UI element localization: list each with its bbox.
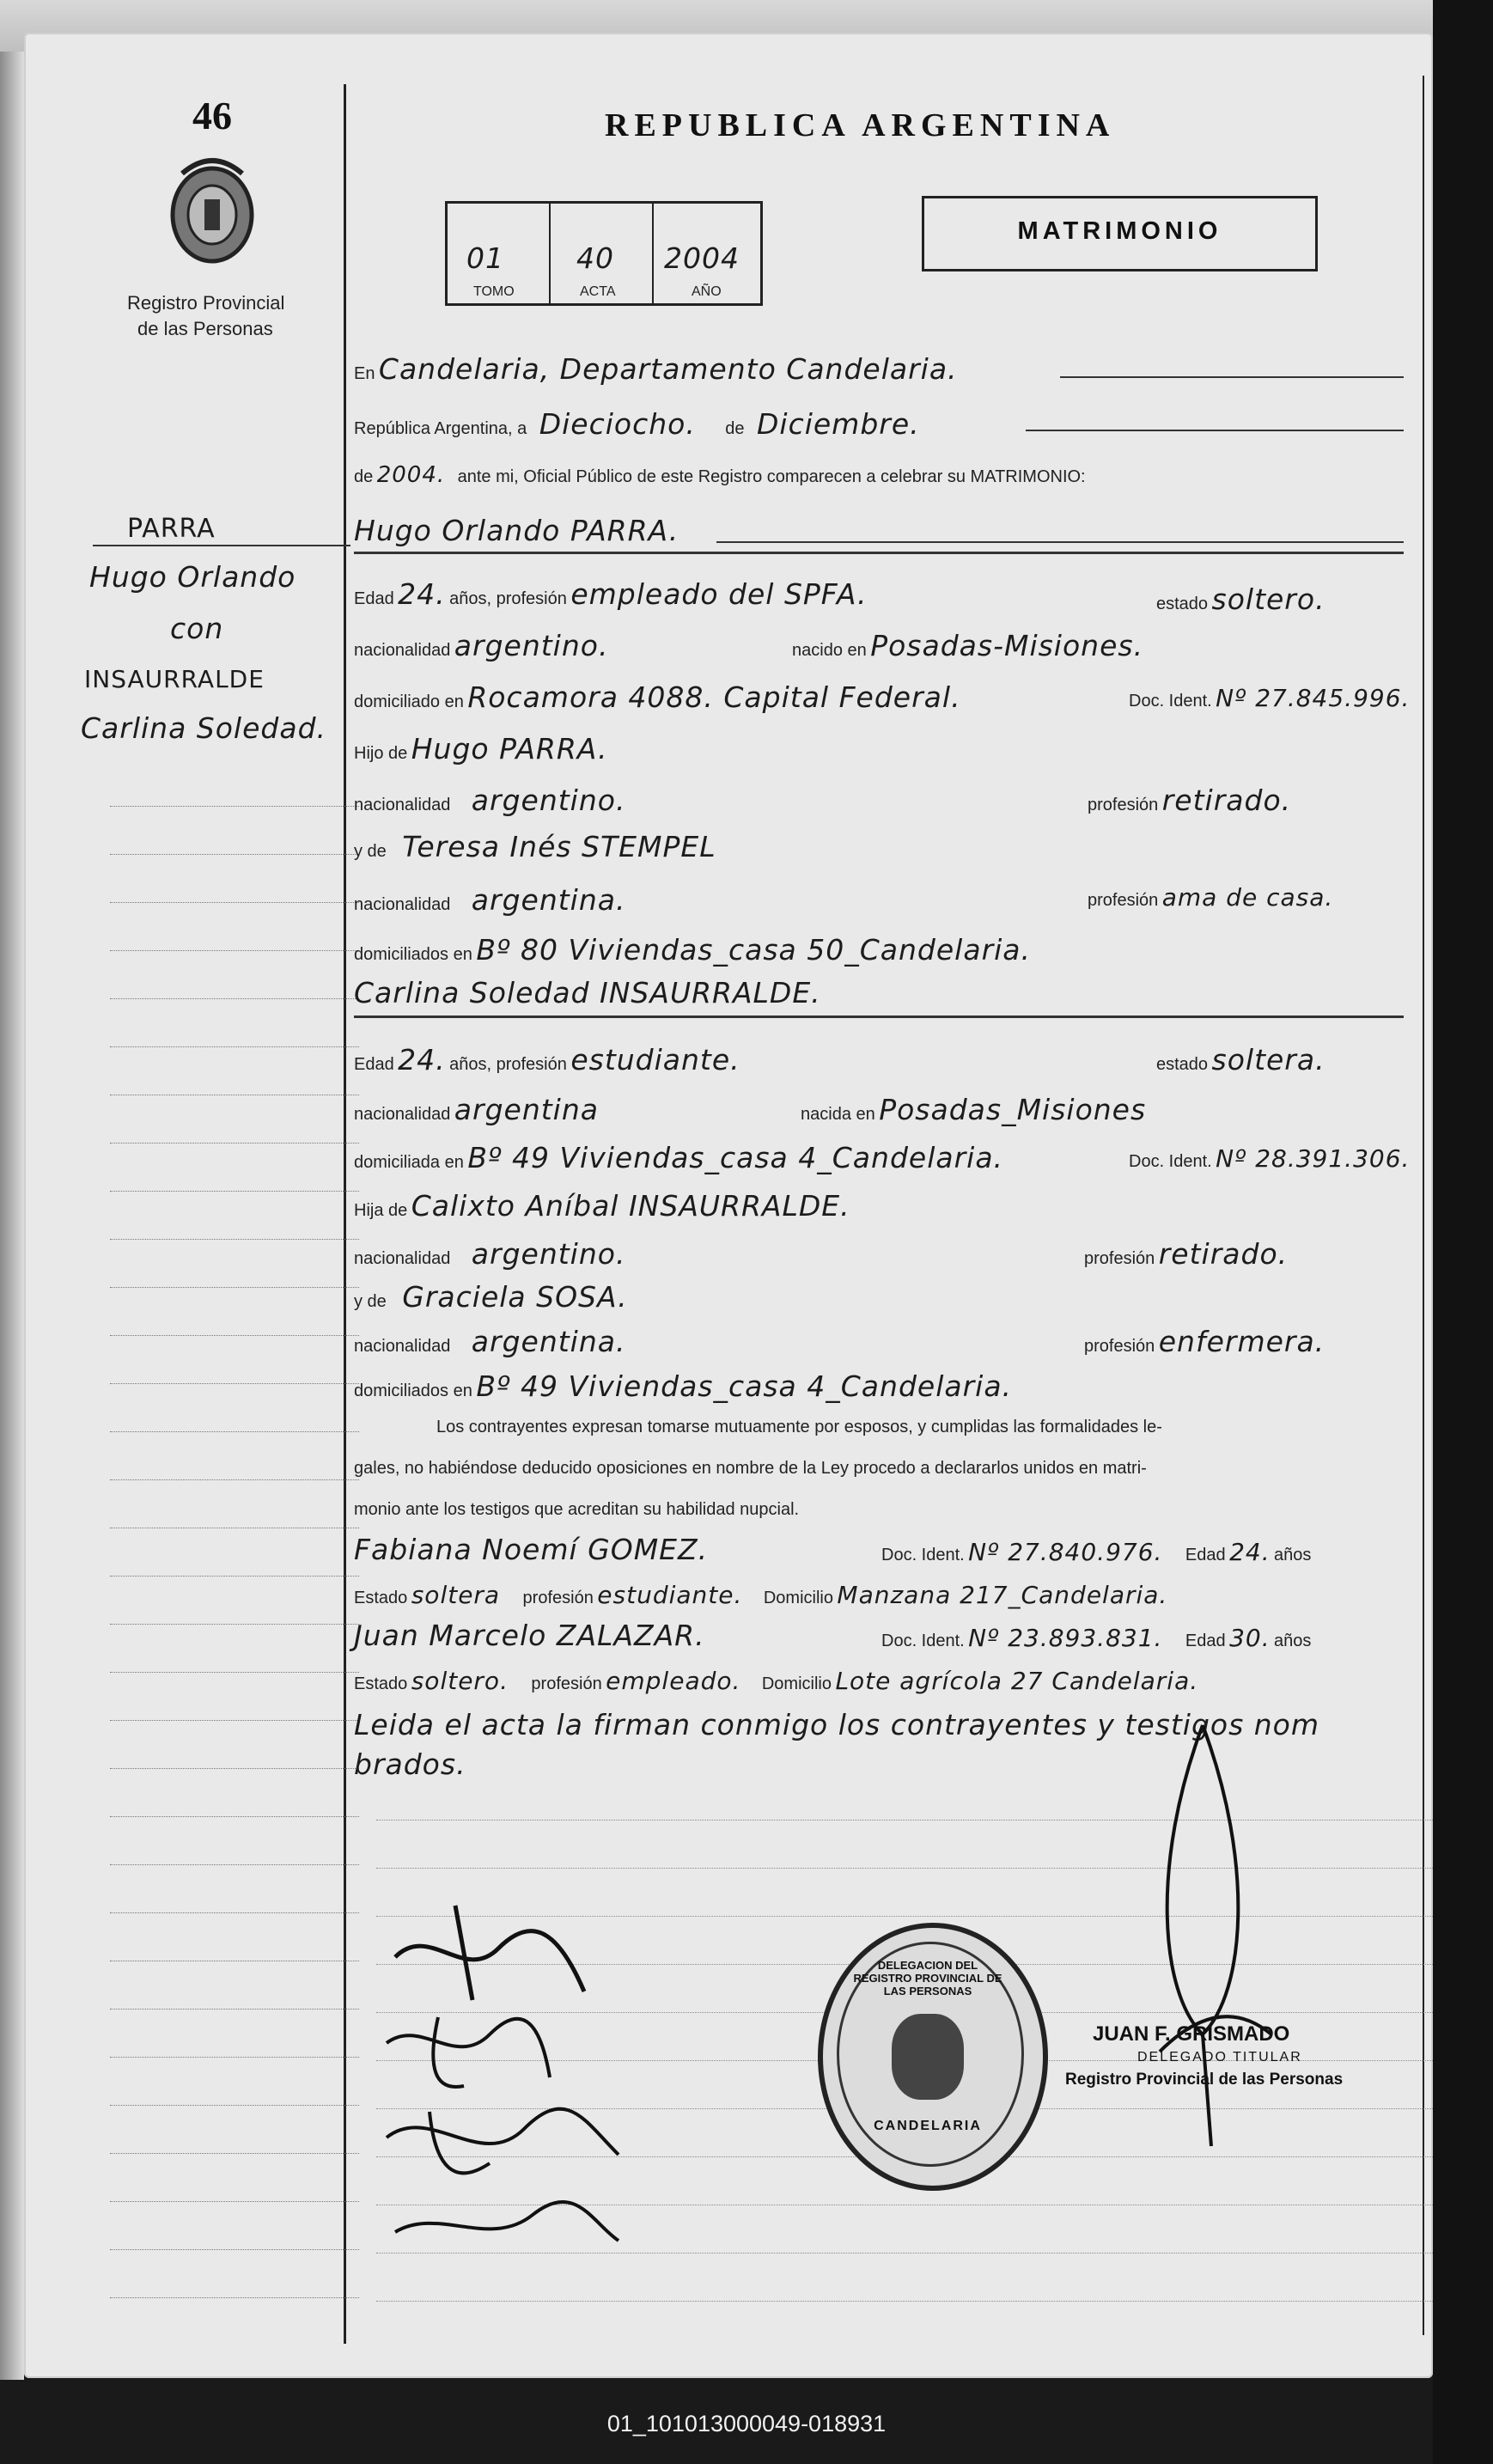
groom-profession: empleado del SPFA.: [570, 577, 868, 611]
margin-rule: [110, 1912, 359, 1913]
margin-surname-1: PARRA: [127, 514, 216, 544]
label-domiciliados: domiciliados en: [354, 1381, 472, 1400]
bride-father-nationality: argentino.: [471, 1237, 626, 1271]
margin-rule: [110, 2153, 359, 2154]
country-title: REPUBLICA ARGENTINA: [605, 107, 1116, 143]
bride-father-profession: retirado.: [1158, 1237, 1289, 1271]
label-doc: Doc. Ident.: [881, 1546, 965, 1564]
intro-text: ante mi, Oficial Público de este Registro comparecen a celebrar su MATRIMONIO:: [457, 467, 1086, 486]
witness2-name: Juan Marcelo ZALAZAR.: [354, 1619, 705, 1652]
registry-line-1: Registro Provincial: [127, 292, 285, 314]
label-hijo: Hijo de: [354, 744, 408, 763]
officer-org: Registro Provincial de las Personas: [1065, 2071, 1344, 2089]
bride-mother-profession: enfermera.: [1158, 1325, 1325, 1358]
margin-rule: [110, 854, 359, 855]
witness1-doc: Nº 27.840.976.: [968, 1538, 1163, 1566]
declaration-line-2: gales, no habiéndose deducido oposiciones en nombre de la Ley procedo a declararlos unidos en matri-: [354, 1459, 1147, 1478]
margin-rule: [110, 1864, 359, 1865]
witness1-profession: estudiante.: [597, 1581, 743, 1609]
year-handwritten: 2004.: [376, 462, 446, 488]
label-profesion: profesión: [1088, 796, 1159, 814]
doc-type: MATRIMONIO: [1017, 217, 1222, 245]
label-domiciliada: domiciliada en: [354, 1153, 464, 1172]
label-estado: estado: [1156, 595, 1209, 613]
bride-nationality: argentina: [454, 1093, 599, 1126]
margin-rule: [110, 1816, 359, 1817]
place-handwritten: Candelaria, Departamento Candelaria.: [378, 352, 958, 386]
groom-age: 24.: [398, 577, 446, 611]
label-nacionalidad: nacionalidad: [354, 895, 451, 914]
label-nacionalidad: nacionalidad: [354, 796, 451, 814]
witness2-age: 30.: [1229, 1624, 1271, 1652]
margin-rule: [110, 1143, 359, 1144]
label-doc: Doc. Ident.: [1129, 692, 1212, 711]
margin-rule: [110, 1287, 359, 1288]
bride-name: Carlina Soledad INSAURRALDE.: [354, 976, 821, 1009]
label-doc: Doc. Ident.: [1129, 1152, 1212, 1171]
groom-status: soltero.: [1211, 582, 1325, 616]
closing-line-2: brados.: [354, 1747, 466, 1781]
label-domiciliado: domiciliado en: [354, 692, 464, 711]
groom-father-nationality: argentino.: [471, 784, 626, 817]
label-profesion: profesión: [1088, 891, 1159, 910]
label-doc: Doc. Ident.: [881, 1631, 965, 1650]
margin-rule: [110, 1672, 359, 1673]
margin-name-2: Carlina Soledad.: [81, 711, 327, 745]
signatures-icon: [361, 1871, 670, 2266]
label-y-de: y de: [354, 1292, 387, 1311]
bride-address: Bº 49 Viviendas_casa 4_Candelaria.: [467, 1141, 1004, 1174]
label-estado: estado: [1156, 1055, 1209, 1074]
label-hija: Hija de: [354, 1201, 408, 1220]
label-edad: Edad: [354, 589, 394, 608]
officer-name: JUAN F. GRISMADO: [1093, 2022, 1290, 2046]
margin-divider: [344, 84, 346, 2344]
declaration-line-1: Los contrayentes expresan tomarse mutuamente por esposos, y cumplidas las formalidades le-: [436, 1418, 1162, 1436]
witness2-address: Lote agrícola 27 Candelaria.: [835, 1667, 1199, 1695]
acta-label: ACTA: [580, 284, 616, 299]
label-estado: Estado: [354, 1674, 408, 1693]
bride-mother: Graciela SOSA.: [402, 1280, 628, 1314]
margin-rule: [110, 806, 359, 807]
groom-mother: Teresa Inés STEMPEL: [402, 830, 716, 863]
margin-con: con: [170, 612, 224, 645]
label-nacionalidad: nacionalidad: [354, 641, 451, 660]
label-nacionalidad: nacionalidad: [354, 1105, 451, 1124]
closing-line-1: Leida el acta la firman conmigo los contrayentes y testigos nom: [354, 1708, 1320, 1741]
certificate-page: [24, 33, 1433, 2378]
label-edad: Edad: [354, 1055, 394, 1074]
anio-label: AÑO: [692, 284, 722, 299]
registry-line-2: de las Personas: [137, 318, 273, 339]
label-edad: Edad: [1185, 1631, 1226, 1650]
groom-address: Rocamora 4088. Capital Federal.: [467, 680, 961, 714]
label-edad: Edad: [1185, 1546, 1226, 1564]
margin-surname-2: INSAURRALDE: [84, 665, 265, 693]
seal-city: CANDELARIA: [874, 2119, 982, 2133]
page-number: 46: [192, 94, 232, 137]
label-estado: Estado: [354, 1589, 408, 1607]
label-y-de: y de: [354, 842, 387, 861]
margin-name-1: Hugo Orlando: [89, 560, 296, 594]
margin-rule: [110, 902, 359, 903]
witness2-status: soltero.: [411, 1667, 509, 1695]
label-republica: República Argentina, a: [354, 419, 527, 438]
seal-emblem-icon: [892, 2014, 964, 2100]
bride-status: soltera.: [1211, 1043, 1325, 1076]
dark-border: [1433, 0, 1493, 2464]
groom-father: Hugo PARRA.: [411, 732, 608, 765]
label-domicilio: Domicilio: [763, 1589, 833, 1607]
bride-parents-address: Bº 49 Viviendas_casa 4_Candelaria.: [476, 1369, 1013, 1403]
label-anios: años: [1274, 1631, 1312, 1650]
label-nacionalidad: nacionalidad: [354, 1249, 451, 1268]
label-domicilio: Domicilio: [761, 1674, 832, 1693]
month-handwritten: Diciembre.: [756, 407, 920, 441]
margin-rule: [110, 1479, 359, 1480]
body-rule: [376, 2301, 1433, 2302]
witness1-address: Manzana 217_Candelaria.: [837, 1581, 1168, 1609]
anio-value: 2004: [664, 241, 740, 275]
margin-rule: [110, 1576, 359, 1577]
acta-value: 40: [576, 241, 614, 275]
margin-rule: [110, 2297, 359, 2298]
margin-rule: [110, 1431, 359, 1432]
bride-birthplace: Posadas_Misiones: [879, 1093, 1147, 1126]
groom-name: Hugo Orlando PARRA.: [354, 514, 679, 547]
officer-title: DELEGADO TITULAR: [1137, 2050, 1302, 2065]
bride-profession: estudiante.: [570, 1043, 740, 1076]
margin-rule: [110, 1191, 359, 1192]
margin-rule: [110, 2201, 359, 2202]
official-seal: [818, 1923, 1048, 2191]
label-profesion: profesión: [531, 1674, 602, 1693]
label-profesion: profesión: [1084, 1249, 1155, 1268]
margin-rule: [110, 2057, 359, 2058]
day-handwritten: Dieciocho.: [539, 407, 696, 441]
seal-text: DELEGACION DEL REGISTRO PROVINCIAL DE LAS PERSONAS: [853, 1959, 1002, 1997]
margin-rule: [110, 1768, 359, 1769]
margin-rule: [110, 1720, 359, 1721]
margin-rule: [110, 1624, 359, 1625]
tomo-label: TOMO: [473, 284, 515, 299]
label-domiciliados: domiciliados en: [354, 945, 472, 964]
label-profesion: años, profesión: [449, 1055, 567, 1074]
groom-parents-address: Bº 80 Viviendas_casa 50_Candelaria.: [476, 933, 1032, 967]
margin-rule: [110, 950, 359, 951]
label-nacida: nacida en: [801, 1105, 875, 1124]
margin-rule: [110, 2249, 359, 2250]
tomo-value: 01: [466, 241, 504, 275]
margin-rule: [110, 2105, 359, 2106]
doc-type-box: [922, 196, 1318, 271]
groom-doc: Nº 27.845.996.: [1216, 684, 1411, 712]
label-en: En: [354, 364, 375, 383]
bride-father: Calixto Aníbal INSAURRALDE.: [411, 1189, 850, 1223]
label-profesion: años, profesión: [449, 589, 567, 608]
image-caption: 01_101013000049-018931: [606, 2411, 887, 2437]
witness1-age: 24.: [1229, 1538, 1271, 1566]
bride-age: 24.: [398, 1043, 446, 1076]
bride-mother-nationality: argentina.: [471, 1325, 626, 1358]
margin-rule: [110, 1383, 359, 1384]
witness1-name: Fabiana Noemí GOMEZ.: [354, 1533, 709, 1566]
margin-rule: [110, 1046, 359, 1047]
label-nacionalidad: nacionalidad: [354, 1337, 451, 1356]
label-profesion: profesión: [522, 1589, 594, 1607]
label-profesion: profesión: [1084, 1337, 1155, 1356]
witness2-doc: Nº 23.893.831.: [968, 1624, 1163, 1652]
groom-nationality: argentino.: [454, 629, 609, 662]
groom-mother-profession: ama de casa.: [1161, 883, 1334, 912]
book-edge: [0, 52, 24, 2380]
groom-mother-nationality: argentina.: [471, 883, 626, 917]
margin-rule: [110, 1335, 359, 1336]
label-nacido: nacido en: [792, 641, 867, 660]
groom-birthplace: Posadas-Misiones.: [870, 629, 1144, 662]
coat-of-arms-icon: [165, 153, 259, 273]
declaration-line-3: monio ante los testigos que acreditan su habilidad nupcial.: [354, 1500, 800, 1519]
witness1-status: soltera: [411, 1581, 501, 1609]
margin-rule: [110, 1239, 359, 1240]
label-anios: años: [1274, 1546, 1312, 1564]
groom-father-profession: retirado.: [1161, 784, 1292, 817]
right-border: [1423, 76, 1424, 2335]
bride-doc: Nº 28.391.306.: [1216, 1144, 1411, 1173]
label-de: de: [725, 419, 745, 438]
label-de-year: de: [354, 467, 374, 486]
margin-rule: [110, 998, 359, 999]
record-id-box: [445, 201, 763, 306]
witness2-profession: empleado.: [606, 1667, 741, 1695]
margin-rule: [110, 2009, 359, 2010]
